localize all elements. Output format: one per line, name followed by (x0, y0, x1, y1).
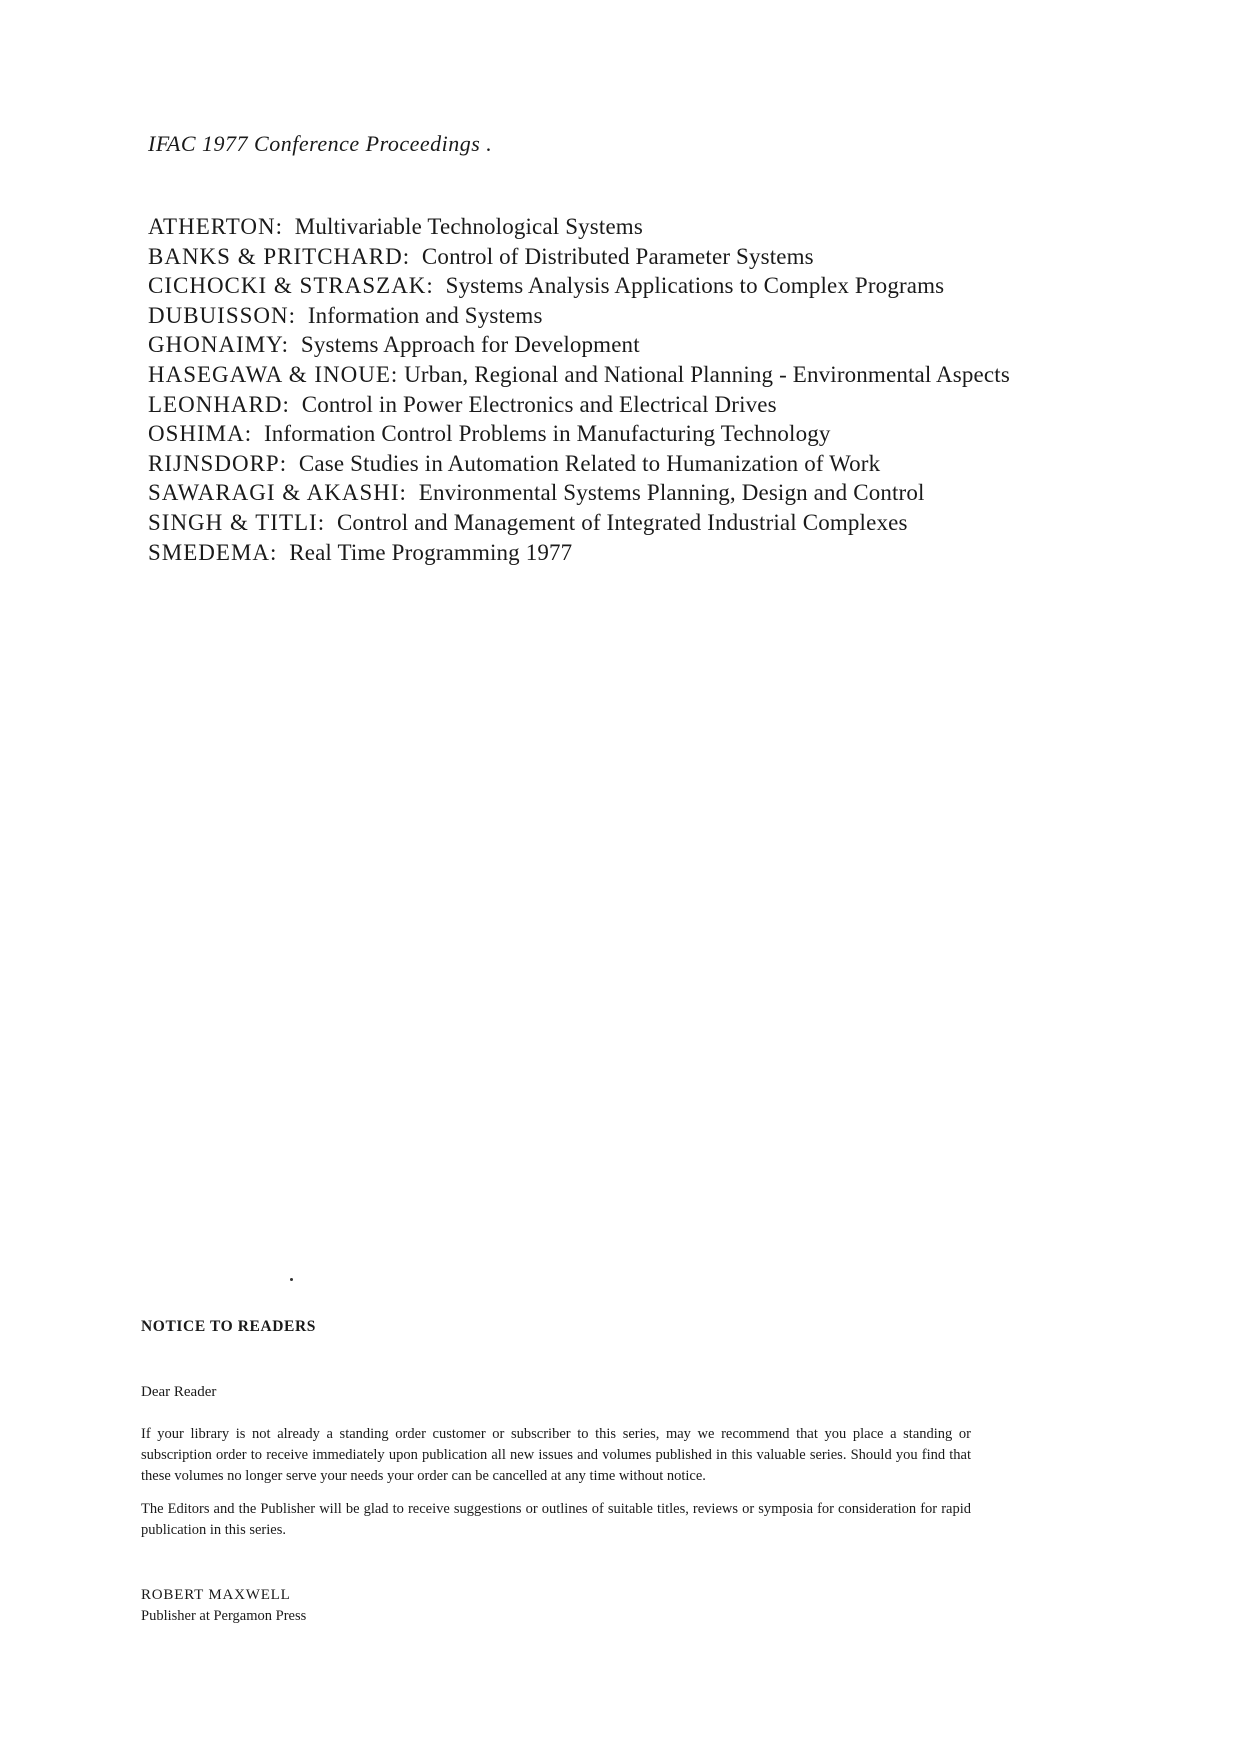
signature-role: Publisher at Pergamon Press (141, 1608, 307, 1624)
notice-paragraph: The Editors and the Publisher will be glad to receive suggestions or outlines of suitable titles, reviews or symposia for consideration for rapid publication in this series. (141, 1501, 971, 1538)
signature-block (141, 1585, 971, 1627)
proceedings-entry (148, 449, 1208, 479)
entry-title: Case Studies in Automation Related to Humanization of Work (298, 450, 881, 476)
entry-author: LEONHARD: (148, 391, 290, 417)
proceedings-entry (148, 538, 1208, 568)
entry-title: Multivariable Technological Systems (294, 214, 643, 239)
proceedings-entry (148, 212, 1208, 242)
entry-author: BANKS & PRITCHARD: (148, 243, 411, 269)
entry-author: OSHIMA: (148, 421, 253, 447)
entry-title: Control in Power Electronics and Electrical Drives (301, 391, 777, 417)
proceedings-entry (148, 242, 1208, 272)
proceedings-entry (148, 390, 1208, 420)
entry-title: Control of Distributed Parameter Systems (421, 243, 814, 269)
proceedings-entry (148, 360, 1208, 390)
entry-author: CICHOCKI & STRASZAK: (148, 273, 434, 299)
proceedings-entry (148, 271, 1208, 301)
proceedings-entry (148, 419, 1208, 449)
print-speck (290, 1278, 293, 1281)
series-title: IFAC 1977 Conference Proceedings . (148, 131, 493, 156)
notice-paragraph: If your library is not already a standing order customer or subscriber to this series, may we recommend that you place a standing or subscription order to receive immediately upon publication all new issues and volumes published in this valuable series. Should you find that these volumes no longer serve your needs your order can be cancelled at any time without notice. (141, 1426, 971, 1484)
proceedings-list (148, 212, 1208, 567)
entry-author: SAWARAGI & AKASHI: (148, 480, 407, 506)
entry-author: HASEGAWA & INOUE: (148, 361, 399, 387)
entry-author: GHONAIMY: (148, 332, 290, 358)
signature-name: ROBERT MAXWELL (141, 1587, 291, 1603)
entry-title: Real Time Programming 1977 (289, 539, 573, 565)
entry-author: SMEDEMA: (148, 539, 278, 565)
proceedings-entry (148, 508, 1208, 538)
proceedings-entry (148, 301, 1208, 331)
entry-title: Environmental Systems Planning, Design and Control (418, 480, 925, 506)
entry-author: RIJNSDORP: (148, 450, 288, 476)
entry-title: Systems Approach for Development (300, 332, 640, 358)
proceedings-entry (148, 478, 1208, 508)
entry-author: DUBUISSON: (148, 302, 297, 328)
notice-heading: NOTICE TO READERS (141, 1318, 317, 1335)
entry-title: Control and Management of Integrated Industrial Complexes (336, 509, 908, 535)
entry-title: Information and Systems (307, 302, 543, 328)
entry-title: Systems Analysis Applications to Complex Programs (445, 273, 945, 299)
entry-author: ATHERTON: (148, 214, 283, 239)
notice-to-readers (141, 1318, 971, 1627)
entry-title: Urban, Regional and National Planning - Environmental Aspects (404, 361, 1010, 387)
entry-author: SINGH & TITLI: (148, 509, 326, 535)
proceedings-entry (148, 330, 1208, 360)
salutation: Dear Reader (141, 1384, 217, 1400)
entry-title: Information Control Problems in Manufacturing Technology (263, 421, 831, 447)
